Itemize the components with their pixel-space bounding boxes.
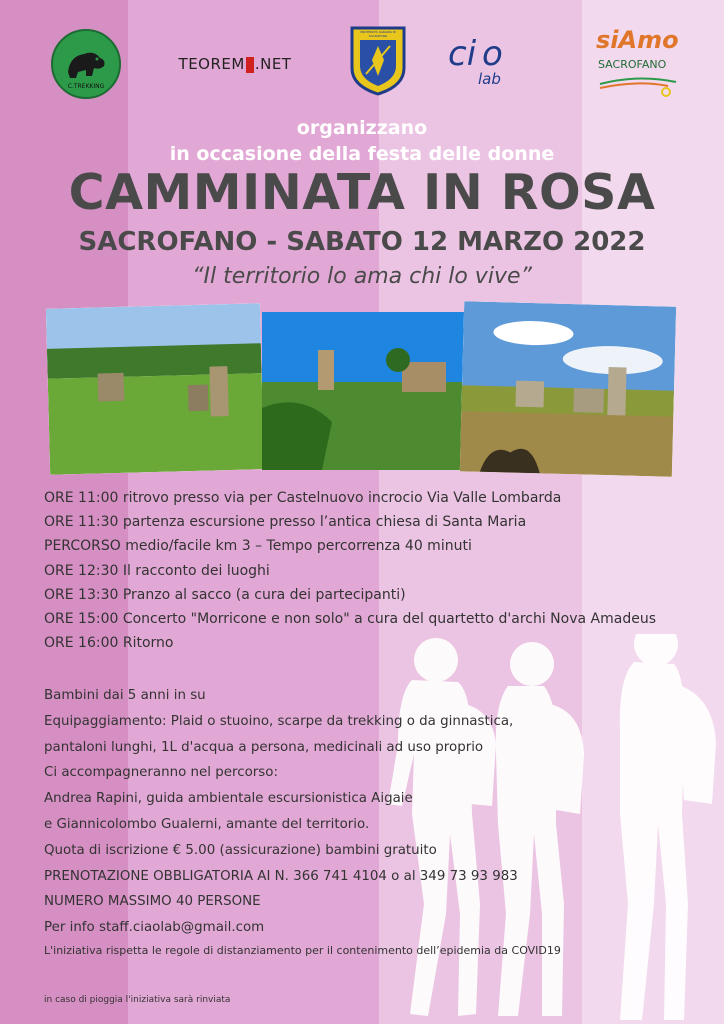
info-line: pantaloni lunghi, 1L d'acqua a persona, medicinali ad uso proprio <box>44 739 484 755</box>
info-line: Bambini dai 5 anni in su <box>44 688 206 703</box>
rain-note: in caso di pioggia l'iniziativa sarà rinviata <box>44 995 231 1005</box>
ciao-text-a: ci <box>448 34 477 74</box>
sacrofano-text: SACROFANO <box>598 58 667 71</box>
info-line: Equipaggiamento: Plaid o stuoino, scarpe da trekking o da ginnastica, <box>44 713 514 729</box>
event-date-location: SACROFANO - SABATO 12 MARZO 2022 <box>78 227 646 257</box>
info-line: Per info staff.ciaolab@gmail.com <box>44 920 265 936</box>
teoremi-i-mark <box>246 57 254 73</box>
schedule-list <box>44 486 656 655</box>
info-line: Andrea Rapini, guida ambientale escursionistica Aigaie <box>44 791 413 807</box>
ciao-text-c: lab <box>478 70 501 88</box>
siamo-text: siAmo <box>596 26 679 54</box>
motto: “Il territorio lo ama chi lo vive” <box>192 264 532 289</box>
schedule-item: ORE 13:30 Pranzo al sacco (a cura dei partecipanti) <box>44 586 406 603</box>
teoremi-logo <box>170 52 300 76</box>
info-line: e Giannicolombo Gualerni, amante del territorio. <box>44 816 370 832</box>
ciaolab-logo <box>448 32 528 92</box>
info-line: PRENOTAZIONE OBBLIGATORIA AI N. 366 741 4104 o al 349 73 93 983 <box>44 868 518 884</box>
page-title: CAMMINATA IN ROSA <box>68 164 656 221</box>
siamo-swoosh-icon <box>598 74 678 98</box>
photo-ruins-1 <box>46 303 264 475</box>
logo-row <box>0 24 724 104</box>
schedule-item: ORE 15:00 Concerto "Morricone e non solo" a cura del quartetto d'archi Nova Amadeus <box>44 611 656 628</box>
teoremi-text-b: .NET <box>254 55 292 73</box>
photo-ruins-2 <box>262 312 472 470</box>
organizzano-text: organizzano <box>296 117 428 139</box>
university-crest <box>348 24 408 96</box>
photo-ruins-3 <box>460 301 676 476</box>
schedule-item: ORE 11:30 partenza escursione presso l’antica chiesa di Santa Maria <box>44 514 527 531</box>
info-line: NUMERO MASSIMO 40 PERSONE <box>44 894 261 910</box>
schedule-item: ORE 11:00 ritrovo presso via per Castelnuovo incrocio Via Valle Lombarda <box>44 490 562 506</box>
teoremi-text-a: TEOREM <box>178 55 245 73</box>
info-line: Quota di iscrizione € 5.00 (assicurazione) bambini gratuito <box>44 842 437 858</box>
trekking-logo <box>50 28 122 100</box>
siamo-sacrofano-logo <box>592 26 682 100</box>
info-list <box>44 683 518 941</box>
schedule-item: ORE 16:00 Ritorno <box>44 635 174 652</box>
info-line: Ci accompagneranno nel percorso: <box>44 765 278 781</box>
schedule-item: PERCORSO medio/facile km 3 – Tempo percorrenza 40 minuti <box>44 538 472 555</box>
trekking-logo-text: C.TREKKING <box>67 83 105 90</box>
schedule-item: ORE 12:30 Il racconto dei luoghi <box>44 562 270 579</box>
covid-note: L'iniziativa rispetta le regole di distanziamento per il contenimento dell’epidemia da COVID19 <box>44 944 561 957</box>
university-text: UNIVERSITÀ AGRARIA DI SACROFANO <box>359 30 397 38</box>
occasione-text: in occasione della festa delle donne <box>169 143 555 165</box>
ciao-text-b: o <box>482 34 503 74</box>
